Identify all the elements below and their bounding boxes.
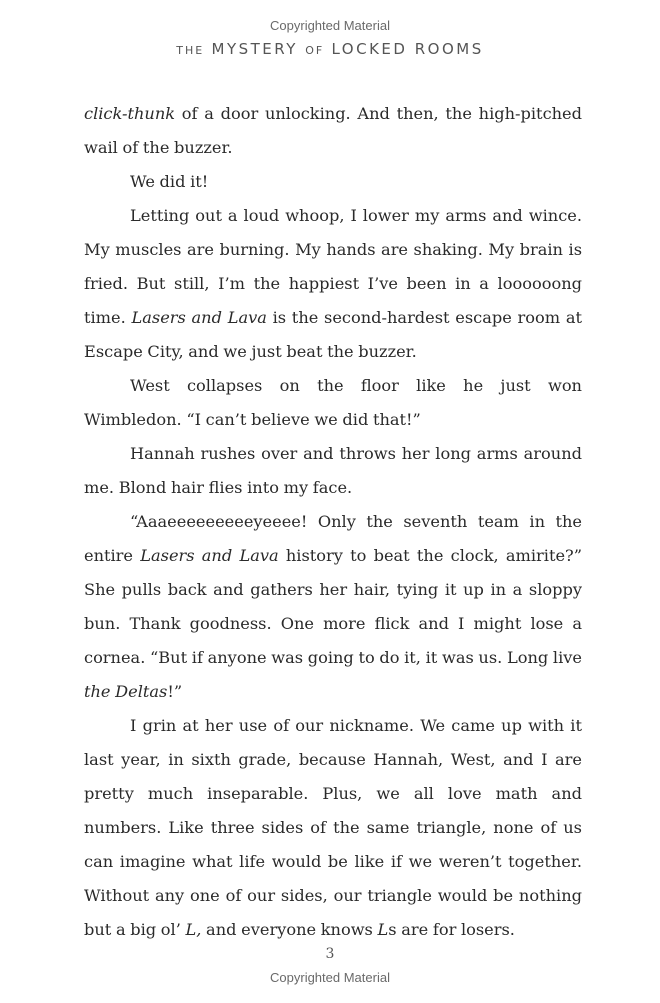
text-segment: of a door unlocking. And then, the high-pitched wail of the buzzer. <box>84 104 582 157</box>
running-head <box>0 40 660 58</box>
text-segment: history to beat the clock, amirite?” She pulls back and gathers her hair, tying it up in a sloppy bun. Thank goodness. One more flick and I might lose a cornea. “But if anyone was going to do it, it was us. Long live <box>84 546 582 667</box>
paragraph <box>84 437 582 505</box>
copyright-notice-top: Copyrighted Material <box>270 18 390 33</box>
text-segment: s are for losers. <box>388 920 515 939</box>
text-segment: L, <box>185 920 202 939</box>
paragraph <box>84 165 582 199</box>
copyright-notice-bottom: Copyrighted Material <box>270 970 390 985</box>
running-head-the: THE <box>176 44 205 57</box>
text-segment: Lasers and Lava <box>131 308 267 327</box>
text-segment: L <box>377 920 389 939</box>
text-segment: !” <box>167 682 183 701</box>
running-head-of: OF <box>305 44 325 57</box>
text-segment: is the second-hardest escape room at Escape City, and we just beat the buzzer. <box>84 308 582 361</box>
page-number: 3 <box>325 946 335 962</box>
text-segment: “Aaaeeeeeeeeeyeeee! Only the seventh team in the entire <box>84 512 582 565</box>
body-text <box>84 97 582 947</box>
paragraph <box>84 369 582 437</box>
text-segment: Hannah rushes over and throws her long arms around me. Blond hair flies into my face. <box>84 444 582 497</box>
text-segment: Letting out a loud whoop, I lower my arms and wince. My muscles are burning. My hands are shaking. My brain is fried. But still, I’m the happiest I’ve been in a loooooong time. <box>84 206 582 327</box>
text-segment: click-thunk <box>84 104 176 123</box>
text-segment: the Deltas <box>84 682 168 701</box>
text-segment: I grin at her use of our nickname. We came up with it last year, in sixth grade, because Hannah, West, and I are pretty much inseparable. Plus, we all love math and numbers. Like three sides of the same triangle, none of us can imagine what life would be like if we weren’t together. Without any one of our sides, our triangle would be nothing but a big ol’ <box>84 716 582 939</box>
text-segment: West collapses on the floor like he just won Wimbledon. “I can’t believe we did that!” <box>84 376 582 429</box>
paragraph <box>84 709 582 947</box>
running-head-locked-rooms: LOCKED ROOMS <box>331 40 484 58</box>
paragraph <box>84 505 582 709</box>
text-segment: Lasers and Lava <box>140 546 279 565</box>
text-segment: We did it! <box>130 172 209 191</box>
paragraph <box>84 97 582 165</box>
text-segment: and everyone knows <box>201 920 378 939</box>
running-head-mystery: MYSTERY <box>211 40 298 58</box>
paragraph <box>84 199 582 369</box>
